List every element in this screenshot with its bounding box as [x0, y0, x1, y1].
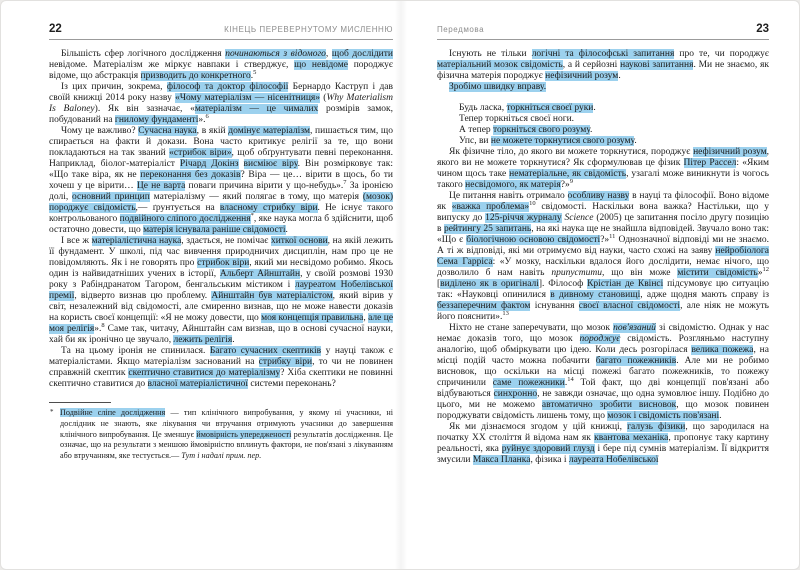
highlighted-phrase: не можете торкнутися свого розуму [490, 136, 635, 146]
page-22 [1, 1, 401, 570]
highlighted-phrase: багато пожежників [595, 356, 677, 366]
text-run: Упс, ви [459, 136, 491, 146]
text-run: Чому це важливо? [61, 126, 139, 136]
text-run: . [590, 125, 593, 135]
highlighted-phrase: своєї власної свідомості [578, 301, 681, 311]
paragraph [437, 82, 769, 93]
text-run: ? Хіба скептики не повинні скептично ставитися до [49, 368, 394, 389]
text-run: поваги причина вірити у що-небудь». [185, 181, 344, 191]
highlighted-phrase: виділено як в оригіналі [440, 279, 539, 289]
text-run: існування [530, 301, 579, 311]
highlighted-phrase: Крістіан де Квінсі [587, 279, 664, 289]
highlighted-phrase: породжує [579, 334, 621, 344]
footnote [49, 408, 393, 462]
highlighted-phrase: Сучасна наука [138, 126, 197, 136]
quote-line [459, 136, 769, 147]
text-run: , на якій лежить її фундамент. У школі, під час вивчення природничих дисциплін, нам про це не повідомляють. Як і не говорять про [49, 236, 393, 268]
highlighted-phrase: Подвійне сліпе дослідження [60, 408, 166, 417]
running-head: Передмова [437, 25, 485, 34]
highlighted-phrase: Пітер Рассел [683, 158, 737, 168]
footnote-reference: 11 [609, 232, 616, 240]
highlighted-phrase: нематеріальне, як свідомість [509, 169, 627, 179]
text-run: . Не існує такого контрольованого [49, 203, 393, 224]
running-head: КІНЕЦЬ ПЕРЕВЕРНУТОМУ МИСЛЕННЮ [224, 25, 393, 34]
text-run: розмірів замок, побудований на [49, 104, 393, 125]
footnote-reference: 8 [101, 321, 105, 329]
highlighted-phrase: містити свідомість [677, 268, 758, 278]
highlighted-phrase: філософ та доктор філософії [166, 82, 289, 92]
text-run: Бернардо Каструп і дав своїй книжці 2014 року назву [49, 82, 393, 103]
highlighted-phrase: матеріальний мозок свідомість [437, 60, 563, 70]
page-23 [401, 1, 800, 570]
highlighted-phrase: Це не варта [136, 181, 186, 191]
text-run: , в якій [196, 126, 229, 136]
text-run: , якого ви не можете торкнутися? Як сформулював це фізик [437, 147, 769, 168]
page-header-right [437, 23, 769, 40]
highlighted-phrase: що невідоме [294, 60, 348, 70]
text-run: про те, чи породжує [674, 49, 769, 59]
highlighted-phrase: Річард Докінз [179, 159, 239, 169]
highlighted-phrase: переконання без доказів [140, 170, 241, 180]
highlighted-phrase: несвідомого, як матерія [465, 180, 561, 190]
text-run: » [757, 268, 763, 278]
footnote-reference: 10 [529, 199, 536, 207]
page-number: 22 [49, 23, 62, 35]
text-run: , фізика і [530, 455, 569, 465]
text-run: ?» [600, 235, 610, 245]
highlighted-phrase: синхронно [493, 389, 538, 399]
highlighted-phrase: лежить релігія [173, 335, 233, 345]
highlighted-phrase: Айнштайн був матеріалістом [211, 291, 333, 301]
highlighted-phrase: велика пожежа [691, 345, 754, 355]
highlighted-phrase: стрибку віри [258, 357, 313, 367]
text-run: . [719, 411, 722, 421]
text-run: , що мозок повинен породжувати свідомість лишень тому, що [437, 400, 770, 421]
highlighted-phrase: біологічною основою свідомості [466, 235, 601, 245]
text-run: , але ніяк не можуть його пояснити». [437, 301, 769, 322]
text-run: , [325, 49, 332, 59]
page-number: 23 [756, 23, 769, 35]
text-run: , здається, не помічає [181, 236, 271, 246]
text-run: , пропонує таку картину реальності, яка [437, 433, 769, 454]
footnote-reference: 6 [205, 112, 209, 120]
text-run: [ [437, 279, 441, 289]
highlighted-phrase: стрибок віри [197, 258, 250, 268]
highlighted-phrase: «Чому матеріалізм — нісенітниця» [175, 93, 321, 103]
paragraph [437, 147, 769, 191]
highlighted-phrase: матеріалістична наука [91, 236, 182, 246]
text-run: Як фізичне тіло, до якого ви можете торкнутися, породжує [449, 147, 694, 157]
highlighted-phrase: висміює віру [243, 159, 298, 169]
page-body [437, 49, 769, 466]
paragraph [437, 49, 769, 82]
text-run: Саме так, читачу, Айнштайн сам визнав, що в основі сучасної науки, хай би як іронічно це звучало, [49, 324, 393, 345]
highlighted-phrase: «важка проблема» [451, 202, 530, 212]
text-run: підсумовує цю ситуацію так: «Науковці опинилися [437, 279, 769, 300]
highlighted-phrase: наукові запитання [620, 60, 694, 70]
highlighted-phrase: починаються з відомого [225, 49, 326, 59]
text-run: породжує відоме, що абстракція [49, 60, 393, 81]
text-run: , відверто визнав цю проблему. [74, 291, 212, 301]
text-run: , щоб обґрунтувати певні переконання. Наприклад, біолог-матеріаліст [49, 148, 393, 169]
text-run: Це питання навіть отримало [449, 191, 568, 201]
text-run: ». [198, 115, 206, 125]
text-run: , пишається тим, що спирається на факти й докази. Вона часто критикує релігії за те, що вони покладаються на так званий [49, 126, 393, 158]
footnote-reference: 5 [253, 68, 257, 76]
text-run: ( [320, 93, 327, 103]
text-run: Science [564, 213, 594, 223]
text-run: — тип клінічного випробування, у якому ні учасники, ні дослідник не знають, яке лікування чи втручання отримують учасники до завершення клінічного випробування. Це зменшує [60, 408, 393, 439]
highlighted-phrase: торкніться свого розуму [493, 125, 591, 135]
highlighted-phrase: власної матеріалістичної [147, 379, 248, 389]
quote-line [459, 114, 769, 125]
text-run: ]. Філософ [538, 279, 588, 289]
footnote-marker: * [50, 408, 54, 416]
text-run: . [634, 136, 637, 146]
text-run: Будь ласка, [459, 103, 507, 113]
paragraph [437, 323, 769, 422]
text-run [239, 159, 244, 169]
text-run: зі свідомістю. Однак у нас немає доказів того, що мозок [437, 323, 769, 344]
text-run: , а й серйозні [562, 60, 621, 70]
text-run: Тут і надалі прим. пер. [181, 451, 262, 461]
text-run: і бере під сумнів матеріалізм. Її відкриття змусили [437, 444, 769, 465]
footnote-reference: 13 [502, 309, 509, 317]
text-run: , у своїй розмові 1930 року з Рабіндранатом Тагором, бенгальським містиком і [49, 269, 393, 290]
highlighted-phrase: беззаперечним фактом [437, 301, 531, 311]
highlighted-phrase: гнилому фундаменті [114, 115, 199, 125]
footnote-block [49, 402, 393, 462]
text-run: А тепер [459, 125, 494, 135]
text-run: свідомості. Наскільки вона важка? Настільки, що у випуску до [437, 202, 769, 223]
text-run: . Він розмірковує так: «Що таке віра, як не [49, 159, 393, 180]
text-run: (2005) це запитання посіло другу позицію в [437, 213, 769, 234]
text-run: Як ми дізнаємося згодом у цій книжці, [449, 422, 628, 432]
text-run: ? Віра — це… вірити в щось, бо ти хочеш у це вірити… [49, 170, 393, 191]
text-run: . [285, 225, 288, 235]
paragraph [49, 236, 393, 346]
highlighted-phrase: власному стрибку віри [219, 203, 318, 213]
text-run: , адже щодня мають справу із [640, 290, 769, 300]
highlighted-phrase: особливу назву [567, 191, 630, 201]
highlighted-phrase: мозок і свідомість пов'язані [607, 411, 720, 421]
text-run: Більшість сфер логічного дослідження [61, 49, 226, 59]
quote-line [459, 125, 769, 136]
text-run: . [250, 71, 254, 81]
highlighted-phrase: руйнує здоровий глузд [501, 444, 595, 454]
paragraph [49, 346, 393, 390]
text-run: . [593, 103, 596, 113]
footnote-separator [49, 402, 111, 403]
paragraph [49, 126, 393, 236]
highlighted-phrase: нефізичний розум [545, 71, 619, 81]
highlighted-phrase: скептично ставитися до матеріалізму [128, 368, 281, 378]
highlighted-phrase: логічні та філософські запитання [531, 49, 675, 59]
paragraph [437, 422, 769, 466]
text-run: І все ж [61, 236, 92, 246]
text-run: Однозначної відповіді ми не знаємо. А ті ж відповіді, які ми отримуємо від науки, часто схожі на заяву [437, 235, 769, 256]
highlighted-phrase: Зробімо швидку вправу. [449, 82, 547, 92]
highlighted-phrase: лауреата Нобелівської [568, 455, 659, 465]
highlighted-phrase: Альберт Айнштайн [219, 269, 301, 279]
footnote-reference: 12 [762, 265, 769, 273]
text-run: , узагалі може виникнути із чогось такого [437, 169, 769, 190]
text-run: , на місці подій часто можна побачити [437, 345, 769, 366]
text-run: , то чи не повинен справжній скептик [49, 357, 393, 378]
text-run: , не завжди означає, що одна зумовлює іншу. Подібно до цього, ми не можемо [437, 389, 769, 410]
text-run: . [564, 378, 568, 388]
highlighted-phrase: «стрибок віри» [169, 148, 232, 158]
paragraph [49, 49, 393, 82]
highlighted-phrase: в дивному становищі [550, 290, 641, 300]
highlighted-phrase: подвійного сліпого дослідження [119, 214, 251, 224]
text-run: Тепер торкніться своєї ноги. [459, 114, 575, 124]
text-run: , що зародилася на початку XX століття й відома нам як [437, 422, 769, 443]
text-run: , яке наука могла б здійснити, щоб остаточно довести, що [49, 214, 393, 235]
highlighted-phrase: матерія існувала раніше свідомості [143, 225, 286, 235]
text-run: . Ми не знаємо, як фізична матерія породжує [437, 60, 769, 81]
text-run: матеріалізму — який полягає в тому, що матерія [149, 192, 363, 202]
text-run: результатів дослідження. Це означає, що на результати з меншою ймовірністю вплинуть фактори, не пов'язані з лікуванням або втручанням, яке тестується.— [60, 429, 393, 461]
text-run: у науці також є матеріалістами. Якщо матеріалізм заснований на [49, 346, 393, 367]
text-run: , який ми несвідомо робимо. Якось один із найвидатніших учених в історії, [49, 258, 393, 279]
page-body [49, 49, 393, 390]
highlighted-phrase: основний принцип [72, 192, 150, 202]
highlighted-phrase: але це моя релігія [49, 313, 394, 334]
page-header-left [49, 23, 393, 40]
footnote-reference: 7 [343, 178, 347, 186]
highlighted-phrase: моя концепція правильна [261, 313, 364, 323]
text-run: Why Materialism Is Baloney [49, 93, 393, 114]
highlighted-phrase: нефізичний розум [693, 147, 767, 157]
highlighted-phrase: 125-річчя журналу [485, 213, 562, 223]
footnote-reference: * [250, 211, 254, 219]
text-run: , на які наука ще не знайшла відповідей. Звучало воно так: «Що є [437, 224, 769, 245]
highlighted-phrase: лауреатом Нобелівської премії [49, 280, 393, 301]
highlighted-phrase: матеріалізм — це чималих [194, 104, 319, 114]
paragraph [437, 191, 769, 323]
text-run: Та на цьому іронія не спинилася. [61, 346, 210, 356]
highlighted-phrase: автоматично зробити висновок [541, 400, 677, 410]
highlighted-phrase: саме пожежники [492, 378, 565, 388]
text-run: ,— ґрунтується на [135, 203, 220, 213]
highlighted-phrase: призводить до конкретного [140, 71, 251, 81]
highlighted-phrase: хиткої основи [270, 236, 328, 246]
quote-line [459, 103, 769, 114]
highlighted-phrase: щоб дослідити [331, 49, 394, 59]
text-run: в науці та філософії. Воно відоме як [437, 191, 769, 212]
text-run: . [618, 71, 621, 81]
footnote-text [60, 408, 393, 460]
highlighted-phrase: галузь фізики [627, 422, 686, 432]
text-run: . [232, 335, 235, 345]
highlighted-phrase: ймовірність упередженості [196, 429, 292, 439]
text-run: ». [94, 324, 102, 334]
text-run: : «У мозку, наскільки вдалося його дослідити, немає нічого, що дозволило б нам навіть [437, 257, 769, 278]
text-run: Існують не тільки [449, 49, 532, 59]
highlighted-phrase: торкніться своєї руки [506, 103, 594, 113]
highlighted-phrase: Багато сучасних скептиків [209, 346, 322, 356]
text-run: Ніхто не стане заперечувати, що мозок [449, 323, 614, 333]
paragraph [49, 82, 393, 126]
text-run: : «Яким чином щось таке [437, 158, 770, 179]
text-run: Із цих причин, зокрема, [61, 82, 167, 92]
text-run: ?» [560, 180, 570, 190]
text-run: Той факт, що дві концепції пов'язані або відбуваються [437, 378, 769, 399]
highlighted-phrase: пов'язаний [613, 323, 656, 333]
highlighted-phrase: домінує матеріалізм [228, 126, 310, 136]
footnote-reference: 9 [569, 177, 573, 185]
text-run: свідомість. Розгляньмо наступну аналогію, щоб обміркувати цю ідею. Коли десь розгорілася [437, 334, 769, 355]
text-run: системи переконань? [248, 379, 336, 389]
highlighted-phrase: Макса Планка [472, 455, 531, 465]
highlighted-phrase: (мозок) породжує свідомість [49, 192, 394, 213]
highlighted-phrase: рейтингу 25 запитань [443, 224, 532, 234]
text-run: , що він може [602, 268, 678, 278]
highlighted-phrase: квантова механіка [594, 433, 669, 443]
text-run: припустити [551, 268, 602, 278]
text-run: За іронією долі, [49, 181, 393, 202]
text-run: . Але ми не робимо висновок, що оскільки на місці пожежі багато пожежників, то пожежу спричинили [437, 356, 769, 388]
highlighted-phrase: нейробіолога Сема Гарріса [437, 246, 769, 267]
text-run: ). Як він зазначає, « [94, 104, 195, 114]
footnote-reference: 14 [567, 375, 574, 383]
text-run: , [363, 313, 369, 323]
text-run: , який вірив у світ, незалежний від свідомості, але смиренно визнав, що не може навести доказів на користь своєї концепції: «Я не можу довести, що [49, 291, 393, 323]
text-run: невідоме. Матеріалізм же міркує навпаки і стверджує, [49, 60, 295, 70]
